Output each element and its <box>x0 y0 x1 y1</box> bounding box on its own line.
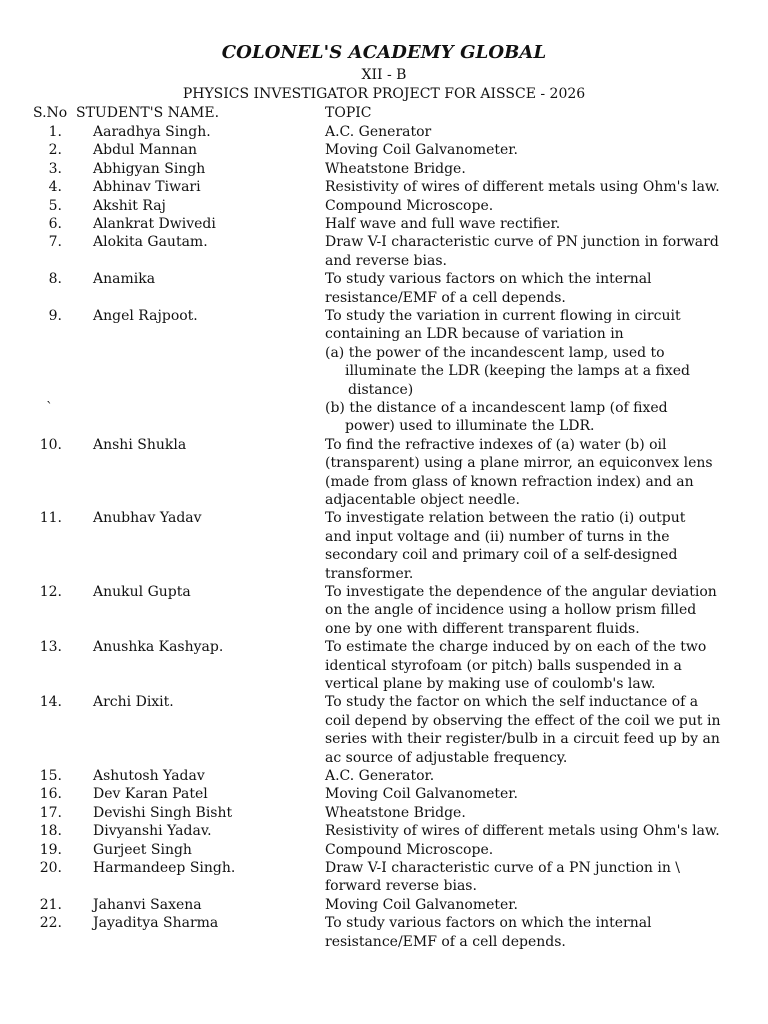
topic-line: Compound Microscope. <box>325 197 494 214</box>
row-number: 21. <box>39 896 62 913</box>
student-name: Gurjeet Singh <box>93 841 192 858</box>
topic-line: To estimate the charge induced by on each of the two <box>325 639 707 656</box>
column-header-topic: TOPIC <box>325 105 372 121</box>
topic-line: containing an LDR because of variation in <box>325 326 624 343</box>
topic-line: To find the refractive indexes of (a) water (b) oil <box>325 436 667 453</box>
row-number: 5. <box>48 197 62 214</box>
student-name: Aaradhya Singh. <box>93 124 211 140</box>
row-number: 19. <box>39 841 62 858</box>
topic-line: one by one with different transparent fluids. <box>325 620 640 637</box>
topic-line: resistance/EMF of a cell depends. <box>325 289 566 306</box>
topic-line: distance) <box>348 381 414 398</box>
topic-line: Moving Coil Galvanometer. <box>325 786 518 803</box>
topic-line: illuminate the LDR (keeping the lamps at a fixed <box>345 363 690 380</box>
student-name: Archi Dixit. <box>93 694 174 711</box>
topic-line: Draw V-I characteristic curve of a PN junction in \ <box>325 860 681 876</box>
topic-line: To investigate relation between the ratio (i) output <box>325 510 686 527</box>
topic-line: adjacentable object needle. <box>325 492 520 508</box>
project-subtitle: PHYSICS INVESTIGATOR PROJECT FOR AISSCE - 2026 <box>182 86 586 102</box>
topic-line: To study various factors on which the internal <box>325 271 652 288</box>
row-number: 1. <box>48 124 62 140</box>
student-name: Abhigyan Singh <box>93 160 206 177</box>
topic-line: A.C. Generator <box>325 124 432 140</box>
row-number: 14. <box>39 694 62 711</box>
row-number: 7. <box>48 234 62 251</box>
topic-line: Moving Coil Galvanometer. <box>325 142 518 159</box>
row-number: 8. <box>48 271 62 288</box>
topic-line: Resistivity of wires of different metals using Ohm's law. <box>325 823 720 840</box>
row-number: 18. <box>39 823 62 840</box>
topic-line: resistance/EMF of a cell depends. <box>325 933 566 950</box>
topic-line: To investigate the dependence of the angular deviation <box>325 584 717 600</box>
row-number: 3. <box>48 160 62 177</box>
student-name: Anshi Shukla <box>93 436 187 453</box>
student-name: Alankrat Dwivedi <box>93 216 216 232</box>
topic-line: on the angle of incidence using a hollow prism filled <box>325 602 697 619</box>
student-name: Alokita Gautam. <box>93 234 208 251</box>
topic-line: power) used to illuminate the LDR. <box>345 418 595 435</box>
column-header-name: STUDENT'S NAME. <box>76 105 220 121</box>
student-name: Devishi Singh Bisht <box>93 804 233 821</box>
topic-line: vertical plane by making use of coulomb's law. <box>325 676 656 692</box>
topic-line: Compound Microscope. <box>325 841 494 858</box>
topic-line: series with their register/bulb in a circuit feed up by an <box>325 731 720 748</box>
row-number: 13. <box>39 639 62 656</box>
student-name: Anubhav Yadav <box>93 510 202 527</box>
row-number: 6. <box>48 216 62 232</box>
student-name: Anushka Kashyap. <box>93 639 224 656</box>
row-number: 20. <box>39 860 62 876</box>
topic-line: To study the variation in current flowing in circuit <box>325 308 681 324</box>
row-number: 16. <box>39 786 62 803</box>
topic-line: and reverse bias. <box>325 252 447 269</box>
topic-line: coil depend by observing the effect of the coil we put in <box>325 712 721 729</box>
row-number: 10. <box>39 436 62 453</box>
topic-line: and input voltage and (ii) number of turns in the <box>325 528 670 545</box>
student-name: Akshit Raj <box>93 197 166 214</box>
row-number: 15. <box>39 768 62 784</box>
topic-line: (made from glass of known refraction index) and an <box>325 473 694 490</box>
row-number: 4. <box>48 179 62 196</box>
topic-line: (transparent) using a plane mirror, an equiconvex lens <box>325 455 713 472</box>
topic-line: identical styrofoam (or pitch) balls suspended in a <box>325 657 682 674</box>
topic-line: ac source of adjustable frequency. <box>325 749 568 766</box>
stray-mark: ` <box>46 400 53 416</box>
student-name: Jahanvi Saxena <box>93 896 202 913</box>
student-name: Divyanshi Yadav. <box>93 823 212 840</box>
row-number: 12. <box>39 584 62 600</box>
topic-line: Wheatstone Bridge. <box>325 160 466 177</box>
school-title: COLONEL'S ACADEMY GLOBAL <box>221 42 547 63</box>
topic-line: A.C. Generator. <box>325 768 435 784</box>
topic-line: forward reverse bias. <box>325 878 477 895</box>
student-name: Jayaditya Sharma <box>93 915 219 932</box>
topic-line: (b) the distance of a incandescent lamp (of fixed <box>325 400 668 416</box>
topic-line: Moving Coil Galvanometer. <box>325 896 518 913</box>
student-name: Anukul Gupta <box>93 584 191 600</box>
student-name: Anamika <box>93 271 156 288</box>
topic-line: (a) the power of the incandescent lamp, used to <box>325 344 665 361</box>
student-name: Harmandeep Singh. <box>93 860 236 876</box>
row-number: 11. <box>39 510 62 527</box>
student-name: Ashutosh Yadav <box>93 768 205 784</box>
topic-line: To study various factors on which the internal <box>325 915 652 932</box>
topic-line: Draw V-I characteristic curve of PN junction in forward <box>325 234 719 251</box>
row-number: 2. <box>48 142 62 159</box>
row-number: 22. <box>39 915 62 932</box>
topic-line: Wheatstone Bridge. <box>325 804 466 821</box>
student-name: Abhinav Tiwari <box>93 179 201 196</box>
topic-line: Half wave and full wave rectifier. <box>325 216 561 232</box>
topic-line: secondary coil and primary coil of a self-designed <box>325 547 678 564</box>
class-section: XII - B <box>361 67 407 83</box>
row-number: 17. <box>39 804 62 821</box>
topic-line: Resistivity of wires of different metals using Ohm's law. <box>325 179 720 196</box>
student-name: Angel Rajpoot. <box>93 308 198 324</box>
topic-line: To study the factor on which the self inductance of a <box>325 694 699 711</box>
student-name: Dev Karan Patel <box>93 786 208 803</box>
student-name: Abdul Mannan <box>93 142 198 159</box>
topic-line: transformer. <box>325 565 414 582</box>
row-number: 9. <box>48 308 62 324</box>
column-header-sno: S.No <box>33 105 68 121</box>
